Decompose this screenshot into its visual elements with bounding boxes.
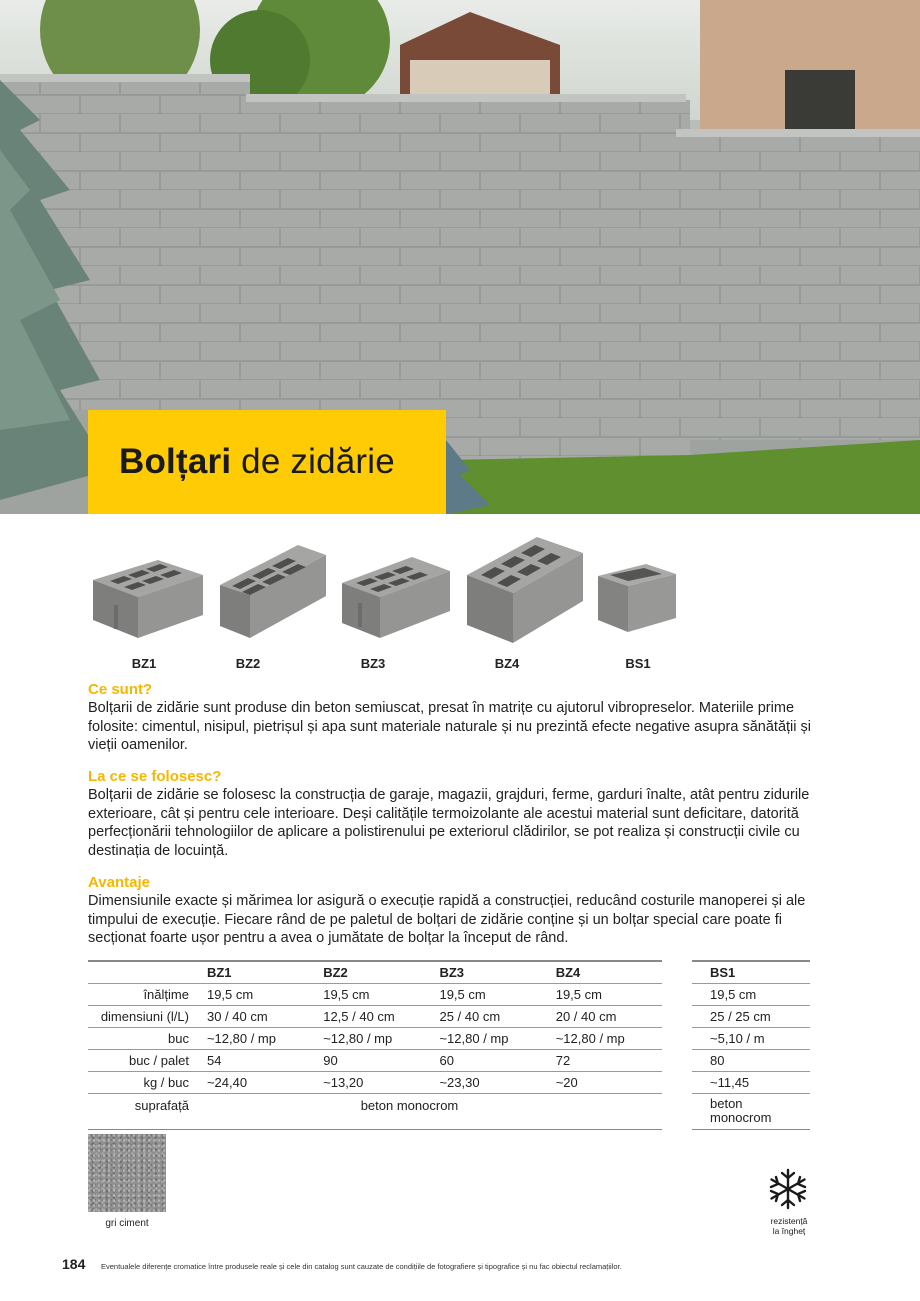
table-cell: 80 xyxy=(710,1052,725,1068)
table-cell: ~12,80 / mp xyxy=(206,1030,276,1046)
table-cell: ~11,45 xyxy=(710,1074,750,1090)
table-row-surface xyxy=(88,1093,662,1129)
table-row xyxy=(692,1005,810,1027)
table-corner xyxy=(88,961,197,983)
product-bz4 xyxy=(465,535,585,671)
section-text: Bolțarii de zidărie se folosesc la construcția de garaje, magazii, grajduri, ferme, garduri înalte, atât pentru zidurile exterioare, cât și pentru cele interioare. Deși calitățile termoizolante ale acestui material sunt deficitare, datorită perfecționării tehnologiilor de aplicare a polistirenului pe exteriorul clădirilor, se pot realiza și construcții civile cu destinația de locuință. xyxy=(88,787,810,859)
product-bz2 xyxy=(218,540,330,671)
row-label: suprafață xyxy=(134,1097,189,1113)
page-number: 184 xyxy=(62,1256,86,1272)
table-cell: ~13,20 xyxy=(323,1074,364,1090)
product-code-bz4: BZ4 xyxy=(494,656,520,671)
table-cell: 54 xyxy=(206,1052,222,1068)
table-cell: 19,5 cm xyxy=(323,986,370,1002)
product-bz1 xyxy=(88,545,208,671)
frost-label-line1: rezistență xyxy=(770,1216,808,1226)
section-ce-sunt xyxy=(88,681,818,755)
table-cell: 19,5 cm xyxy=(206,986,254,1002)
color-swatch-gri-ciment xyxy=(88,1134,166,1212)
table-cell: 19,5 cm xyxy=(439,986,486,1002)
table-row xyxy=(88,983,662,1005)
table-header-row xyxy=(88,961,662,983)
snowflake-icon xyxy=(768,1168,808,1210)
table-cell: ~12,80 / mp xyxy=(439,1030,509,1046)
table-cell: 72 xyxy=(555,1052,571,1068)
page-title-rest: de zidărie xyxy=(231,442,395,481)
table-header-cell: BZ2 xyxy=(323,964,348,980)
product-code-bz3: BZ3 xyxy=(360,656,386,671)
table-row xyxy=(692,983,810,1005)
title-banner xyxy=(88,410,446,514)
section-heading: Ce sunt? xyxy=(88,681,153,698)
table-cell: 90 xyxy=(323,1052,338,1068)
table-row xyxy=(88,1049,662,1071)
table-row xyxy=(692,1027,810,1049)
table-header-cell: BZ1 xyxy=(206,964,232,980)
specs-table-bs1 xyxy=(692,960,810,1130)
product-code-bz1: BZ1 xyxy=(131,656,157,671)
surface-value-line1: beton xyxy=(710,1095,743,1111)
product-bz3 xyxy=(340,545,452,671)
section-text: Dimensiunile exacte și mărimea lor asigură o execuție rapidă a construcției, reducând costurile manoperei și ale timpului de execuție. Fiecare rând de pe paletul de bolțari de zidărie conține și un bolțar special care poate fi secționat foarte ușor pentru a avea o jumătate de bolțar la început de rând. xyxy=(88,893,806,946)
hero-image xyxy=(0,0,920,514)
table-header-cell: BS1 xyxy=(710,964,736,980)
disclaimer-text: Eventualele diferențe cromatice între produsele reale și cele din catalog sunt cauzate de condițiile de fotografiere și tipografice și nu fac obiectul reclamațiilor. xyxy=(101,1262,622,1271)
table-row-surface xyxy=(692,1093,810,1129)
table-row xyxy=(692,1071,810,1093)
surface-value xyxy=(692,1093,810,1129)
section-heading: La ce se folosesc? xyxy=(88,768,222,785)
block-bs1-image xyxy=(596,562,678,634)
table-row xyxy=(88,1005,662,1027)
table-cell: 60 xyxy=(439,1052,454,1068)
section-text: Bolțarii de zidărie sunt produse din beton semiuscat, presat în matrițe cu ajutorul vibropreselor. Materiile prime folosite: cimentul, nisipul, pietrișul și apa sunt materiale naturale și nu prezintă efecte negative asupra sănătății și vieții oamenilor. xyxy=(88,700,811,753)
block-bz3-image xyxy=(340,545,452,640)
table-header-cell: BZ4 xyxy=(555,964,581,980)
table-cell: ~24,40 xyxy=(206,1074,248,1090)
row-label: înălțime xyxy=(143,986,189,1002)
table-cell: ~5,10 / m xyxy=(710,1030,765,1046)
product-code-bz2: BZ2 xyxy=(235,656,261,671)
table-cell: 25 / 25 cm xyxy=(710,1008,771,1024)
section-folosesc xyxy=(88,768,818,860)
table-cell: 30 / 40 cm xyxy=(206,1008,268,1024)
table-cell: ~12,80 / mp xyxy=(323,1030,393,1046)
section-heading: Avantaje xyxy=(88,874,150,891)
table-header-row xyxy=(692,961,810,983)
product-code-bs1: BS1 xyxy=(625,656,651,671)
table-cell: ~12,80 / mp xyxy=(555,1030,625,1046)
row-label: dimensiuni (l/L) xyxy=(100,1008,189,1024)
page-title xyxy=(119,442,395,482)
surface-value: beton monocrom xyxy=(360,1097,459,1113)
surface-value-line2: monocrom xyxy=(710,1109,772,1125)
section-avantaje xyxy=(88,874,818,948)
product-strip xyxy=(88,530,708,675)
block-bz1-image xyxy=(88,545,208,640)
table-cell: 12,5 / 40 cm xyxy=(323,1008,395,1024)
table-cell: ~20 xyxy=(555,1074,578,1090)
table-row xyxy=(88,1071,662,1093)
row-label: buc xyxy=(168,1030,189,1046)
table-cell: 25 / 40 cm xyxy=(439,1008,501,1024)
table-row xyxy=(88,1027,662,1049)
block-bz4-image xyxy=(465,535,585,645)
table-row xyxy=(692,1049,810,1071)
row-label: kg / buc xyxy=(143,1074,189,1090)
swatch-label: gri ciment xyxy=(105,1218,149,1229)
block-bz2-image xyxy=(218,540,330,640)
product-bs1 xyxy=(596,562,678,671)
table-header-cell: BZ3 xyxy=(439,964,465,980)
table-cell: 19,5 cm xyxy=(710,986,757,1002)
page-title-bold: Bolțari xyxy=(119,442,232,481)
table-cell: 20 / 40 cm xyxy=(555,1008,617,1024)
table-cell: 19,5 cm xyxy=(555,986,602,1002)
specs-table xyxy=(88,960,662,1130)
frost-label-line2: la îngheț xyxy=(772,1226,806,1236)
frost-label xyxy=(756,1216,822,1236)
row-label: buc / palet xyxy=(128,1052,189,1068)
table-cell: ~23,30 xyxy=(439,1074,480,1090)
